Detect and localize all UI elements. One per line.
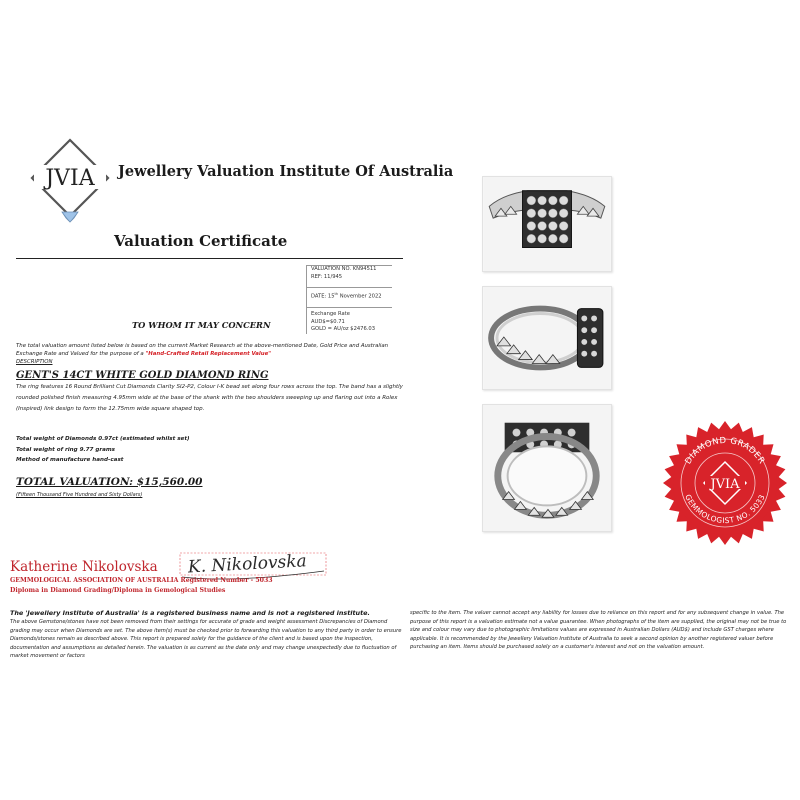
disclaimer-right: specific to the item. The valuer cannot accept any liability for losses due to reliance on this report and for any subsequent change in value. The purpose of this report is a valuation estimate not a value guarantee. When photographs of the item are supplied, the original may not be true to size and colour may vary due to photographic limitations values are expressed in Australian Dollars (AUD$) and include GST charges where applicable. It is recommended by the Jewellery Valuation Institute of Australia to seek a second opinion by another registered valuer before purchasing an item. Items should be purchased solely on a customer's interest and not on the valuation amount. (410, 610, 787, 651)
diamond-grader-seal (660, 418, 790, 548)
signer-name: Katherine Nikolovska (10, 559, 158, 575)
ring-top-view-photo (482, 176, 612, 272)
item-description: The ring features 16 Round Brilliant Cut Diamonds Clarity SI2-P2, Colour I-K bead set along four rows across the top. The band has a slightly rounded polished finish measuring 4.95mm wide at the base of the shank with the two shoulders sweeping up and flaring out into a Rolex (Inspired) link design to form the 12.75mm wide square shaped top. (16, 384, 403, 412)
valuation-date: DATE: 15th November 2022 (311, 292, 382, 300)
date-divider (307, 301, 392, 308)
jvia-logo (30, 138, 110, 224)
salutation: TO WHOM IT MAY CONCERN (132, 320, 271, 330)
manufacture-method: Method of manufacture hand-cast (16, 457, 124, 463)
valuation-purpose: "Hand-Crafted Retail Replacement Value" (145, 351, 272, 357)
signer-diploma: Diploma in Diamond Grading/Diploma in Gemological Studies (10, 587, 226, 594)
total-valuation: TOTAL VALUATION: $15,560.00 (16, 476, 203, 488)
exchange-rate-label: Exchange Rate (311, 311, 350, 318)
ring-inner-view-photo (482, 404, 612, 532)
ring-weight: Total weight of ring 9.77 grams (16, 446, 116, 453)
reference-number: REF: 11/945 (311, 273, 343, 280)
organization-name: Jewellery Valuation Institute Of Australia (118, 163, 454, 180)
item-title: GENT'S 14CT WHITE GOLD DIAMOND RING (16, 370, 269, 381)
certificate-title: Valuation Certificate (114, 232, 288, 250)
disclaimer-heading: The 'Jewellery Institute of Australia' is a registered business name and is not a registered institute. (10, 609, 370, 617)
intro-paragraph: The total valuation amount listed below is based on the current Market Research at the above-mentioned Date, Gold Price and Australian Exchange Rate and Valued for the purpose of a "Hand-Crafted Retail Replacement Value" DESCRIPTION (16, 343, 389, 365)
reference-divider (307, 281, 392, 288)
ring-side-view-photo (482, 286, 612, 390)
seal-top-text: DIAMOND GRADER (683, 435, 767, 467)
svg-text:K. Nikolovska: K. Nikolovska (187, 551, 308, 578)
signer-affiliation: GEMMOLOGICAL ASSOCIATION OF AUSTRALIA Registered Number - 5033 (10, 577, 273, 584)
description-label: DESCRIPTION (16, 359, 53, 365)
item-specs (16, 434, 190, 466)
reference-box (306, 265, 392, 334)
disclaimer-left: The above Gemstone/stones have not been removed from their settings for accurate of grade and weight assessment Discrepancies of Diamond grading may occur when Diamonds are set. The above item(s) must be checked prior to forwarding this valuation to any third party in order to ensure Diamonds/stones remain as described above. This report is prepared solely for the guidance of the client and is based upon the inspection, documentation and assumptions as detailed herein. The valuation is as current as the date only and may change unexpectedly due to fluctuation of market movement or factors (10, 619, 402, 660)
seal-center-text: JVIA (710, 477, 740, 492)
diamond-weight: Total weight of Diamonds 0.97ct (estimated whilst set) (16, 436, 190, 442)
header-divider (16, 258, 403, 259)
gold-rate: GOLD = AU/oz $2476.03 (311, 326, 376, 333)
valuation-number: VALUATION NO. KN94511 (311, 266, 377, 272)
aud-rate: AUD$=$0.71 (311, 318, 345, 325)
logo-text: JVIA (45, 166, 95, 191)
seal-bottom-text: GEMMOLOGIST NO. 5033 (683, 492, 767, 526)
total-valuation-words: (Fifteen Thousand Five Hundred and Sixty Dollars) (16, 492, 143, 498)
